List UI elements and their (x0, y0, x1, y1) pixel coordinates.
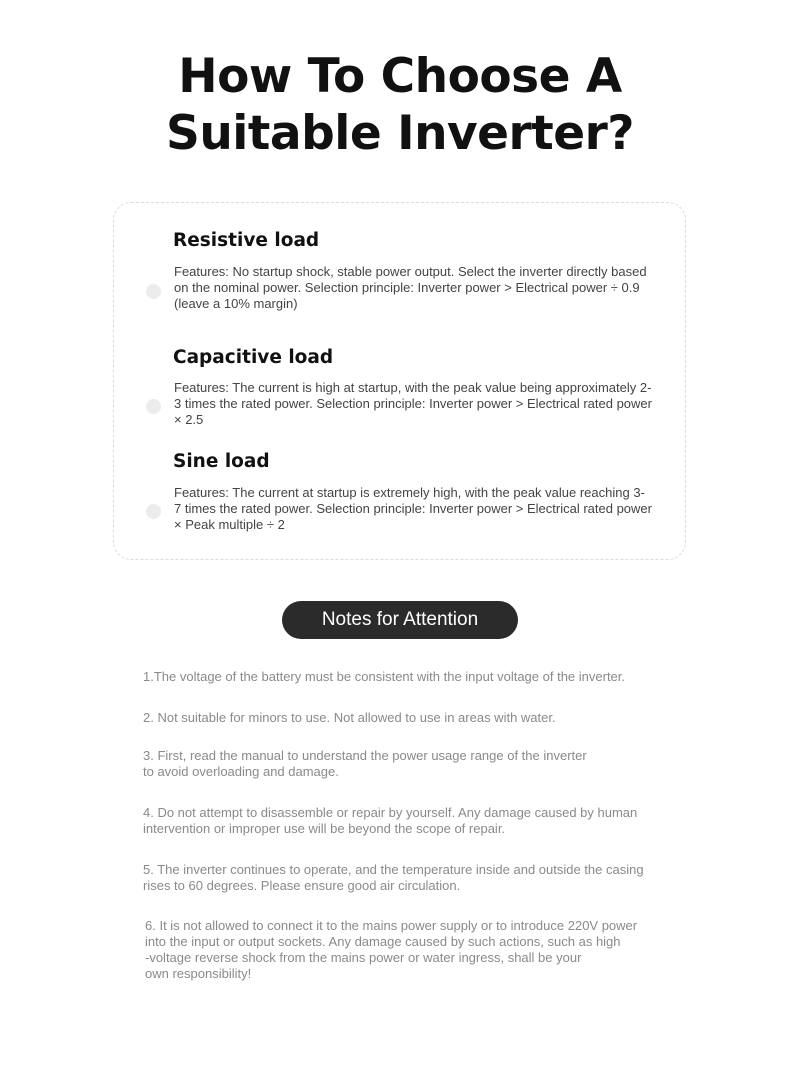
note-item-6 (145, 918, 665, 982)
note-line: 4. Do not attempt to disassemble or repair by yourself. Any damage caused by human (143, 805, 638, 820)
note-line: 6. It is not allowed to connect it to the mains power supply or to introduce 220V power (145, 918, 638, 933)
note-line: 1.The voltage of the battery must be consistent with the input voltage of the inverter. (143, 669, 626, 684)
page-title-line-1: How To Choose A (178, 49, 622, 104)
notes-header-badge: Notes for Attention (282, 601, 518, 639)
note-line: own responsibility! (145, 966, 252, 981)
note-line: 5. The inverter continues to operate, and the temperature inside and outside the casing (143, 862, 644, 877)
bullet-dot-icon (146, 504, 161, 519)
note-line: 2. Not suitable for minors to use. Not allowed to use in areas with water. (143, 710, 556, 725)
load-type-description: Features: The current is high at startup, with the peak value being approximately 2-3 times the rated power. Selection principle: Inverter power > Electrical rated power × 2.5 (174, 380, 652, 427)
load-type-title: Resistive load (173, 230, 320, 251)
load-type-title: Capacitive load (173, 347, 334, 368)
note-line: intervention or improper use will be beyond the scope of repair. (143, 821, 506, 836)
page-title (0, 48, 800, 162)
page-title-line-2: Suitable Inverter? (165, 106, 635, 161)
load-type-title: Sine load (173, 451, 270, 472)
note-item-5 (143, 862, 663, 894)
note-line: rises to 60 degrees. Please ensure good air circulation. (143, 878, 461, 893)
bullet-dot-icon (146, 284, 161, 299)
bullet-dot-icon (146, 399, 161, 414)
load-type-description: Features: The current at startup is extremely high, with the peak value reaching 3-7 times the rated power. Selection principle: Inverter power > Electrical rated power × Peak multiple ÷ 2 (174, 485, 652, 532)
note-line: into the input or output sockets. Any damage caused by such actions, such as high (145, 934, 621, 949)
note-line: 3. First, read the manual to understand the power usage range of the inverter (143, 748, 587, 763)
note-item-3 (143, 748, 663, 780)
note-line: to avoid overloading and damage. (143, 764, 339, 779)
note-line: -voltage reverse shock from the mains power or water ingress, shall be your (145, 950, 582, 965)
load-type-description: Features: No startup shock, stable power output. Select the inverter directly based on the nominal power. Selection principle: Inverter power > Electrical power ÷ 0.9 (leave a 10% margin) (174, 264, 647, 311)
note-item-4 (143, 805, 663, 837)
note-item-2 (143, 710, 663, 726)
load-types-card (113, 202, 686, 560)
note-item-1 (143, 669, 663, 685)
